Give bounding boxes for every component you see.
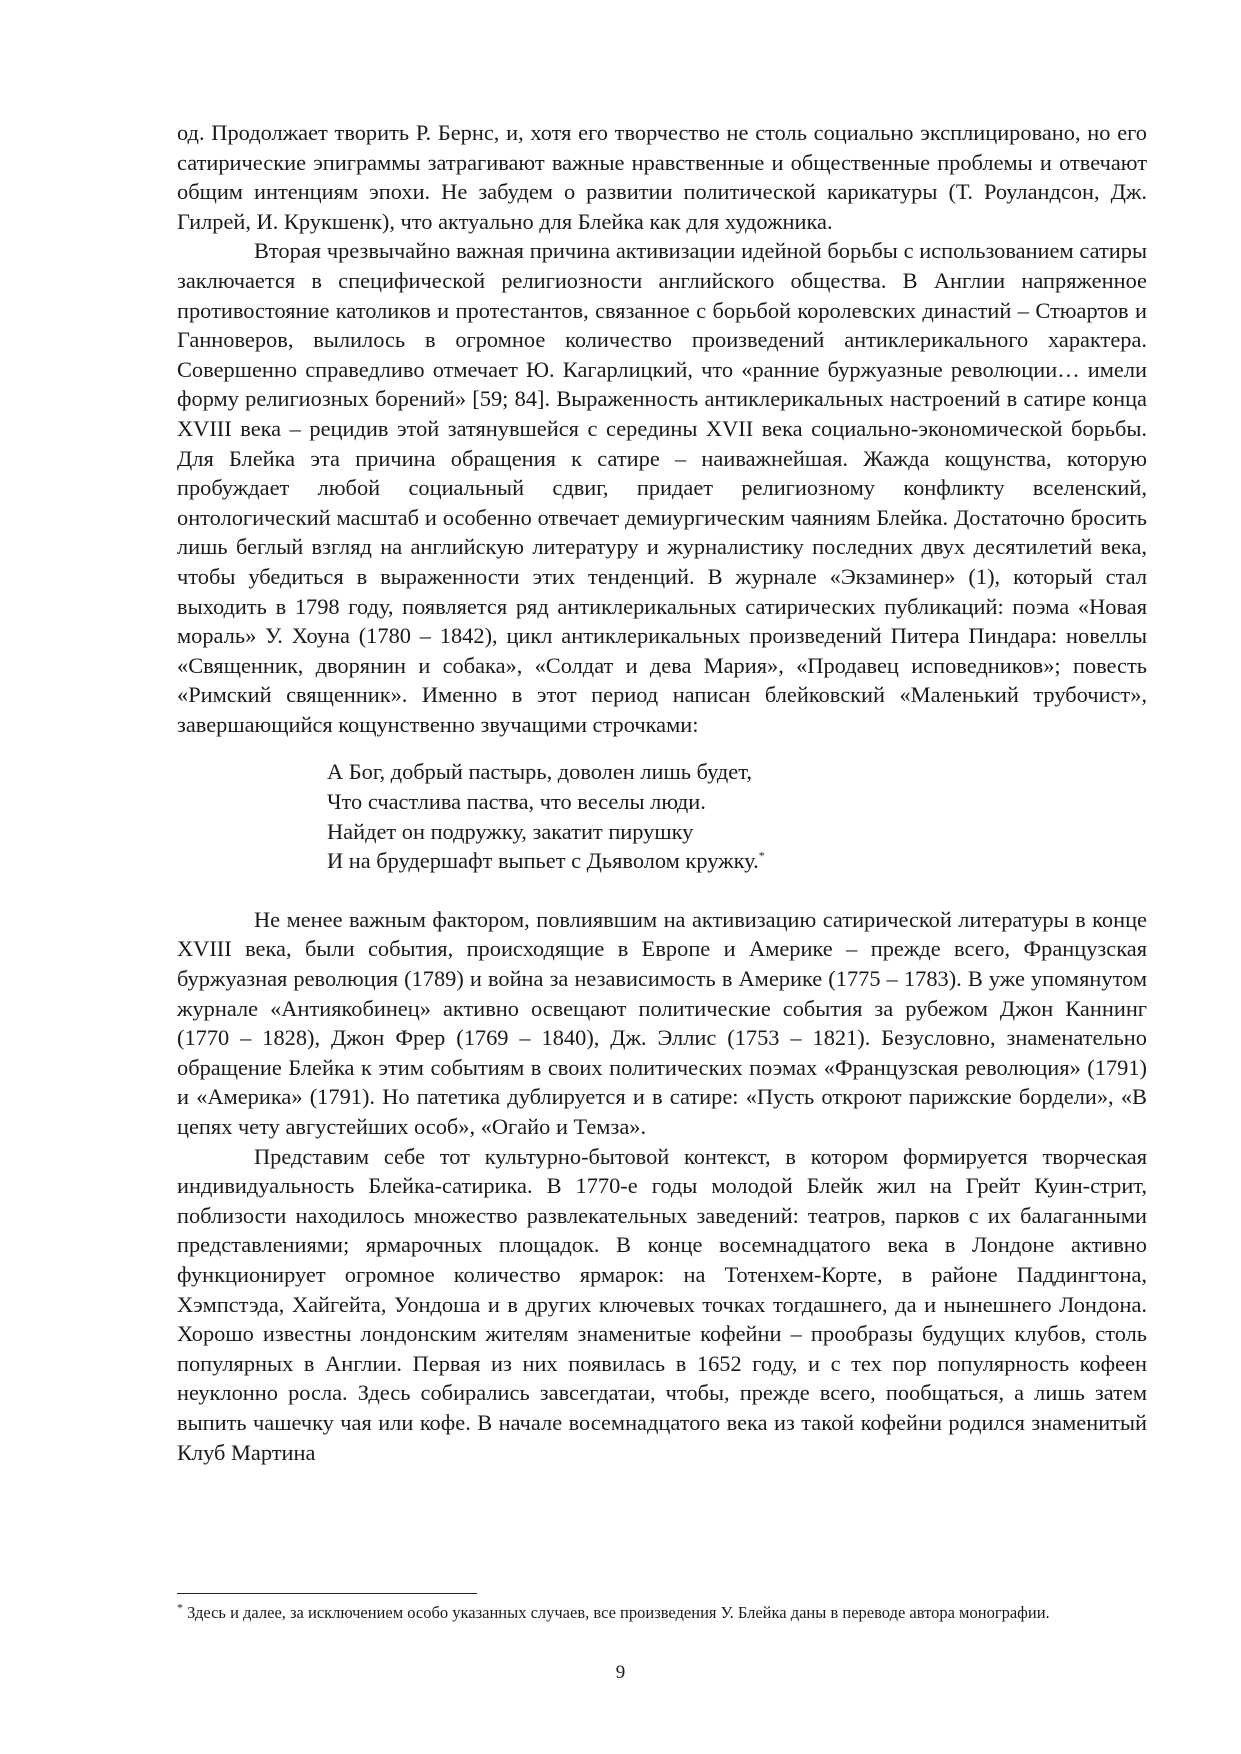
verse-line-2: Что счастлива паства, что веселы люди. (327, 789, 706, 815)
footnote-mark: * (177, 1600, 183, 1615)
verse-quote (327, 757, 1147, 875)
paragraph-3: Не менее важным фактором, повлиявшим на активизацию сатирической литературы в конце XVIII века, были события, происходящие в Европе и Америке – прежде всего, Французская буржуазная революция (1789) и война за независимость в Америке (1775 – 1783). В уже упомянутом журнале «Антиякобинец» активно освещают политические события за рубежом Джон Каннинг (1770 – 1828), Джон Фрер (1769 – 1840), Дж. Эллис (1753 – 1821). Безусловно, знаменательно обращение Блейка к этим событиям в своих политических поэмах «Французская революция» (1791) и «Америка» (1791). Но патетика дублируется и в сатире: «Пусть откроют парижские бордели», «В цепях чету августейших особ», «Огайо и Темза». (177, 906, 1147, 1139)
verse-line-4-text: И на брудершафт выпьет с Дьяволом кружку. (327, 848, 759, 874)
paragraph-4: Представим себе тот культурно-бытовой контекст, в котором формируется творческая индивидуальность Блейка-сатирика. В 1770-е годы молодой Блейк жил на Грейт Куин-стрит, поблизости находилось множество развлекательных заведений: театров, парков с их балаганными представлениями; ярмарочных площадок. В конце восемнадцатого века в Лондоне активно функционирует огромное количество ярмарок: на Тотенхем-Корте, в районе Паддингтона, Хэмпстэда, Хайгейта, Уондоша и в других ключевых точках тогдашнего, да и нынешнего Лондона. Хорошо известны лондонским жителям знаменитые кофейни – прообразы будущих клубов, столь популярных в Англии. Первая из них появилась в 1652 году, и с тех пор популярность кофеен неуклонно росла. Здесь собирались завсегдатаи, чтобы, прежде всего, пообщаться, а лишь затем выпить чашечку чая или кофе. В начале восемнадцатого века из такой кофейни родился знаменитый Клуб Мартина (177, 1143, 1147, 1465)
paragraph-1: од. Продолжает творить Р. Бернс, и, хотя его творчество не столь социально эксплицированo, но его сатирические эпиграммы затрагивают важные нравственные и общественные проблемы и отвечают общим интенциям эпохи. Не забудем о развитии политической карикатуры (Т. Роуландсон, Дж. Гилрей, И. Крукшенк), что актуально для Блейка как для художника. (177, 120, 1147, 234)
footnote-divider (177, 1593, 477, 1594)
verse-line-3: Найдет он подружку, закатит пирушку (327, 818, 694, 844)
footnote-reference-mark: * (758, 848, 765, 863)
footnote (177, 1602, 1147, 1624)
verse-line-1: А Бог, добрый пастырь, доволен лишь будет, (327, 759, 752, 785)
footnote-text: Здесь и далее, за исключением особо указанных случаев, все произведения У. Блейка даны в переводе автора монографии. (183, 1603, 1050, 1622)
verse-line-4 (327, 846, 1147, 876)
page-number: 9 (615, 1662, 626, 1683)
page-body (177, 118, 1147, 1467)
paragraph-2: Вторая чрезвычайно важная причина активизации идейной борьбы с использованием сатиры заключается в специфической религиозности английского общества. В Англии напряженное противостояние католиков и протестантов, связанное с борьбой королевских династий – Стюартов и Ганноверов, вылилось в огромное количество произведений антиклерикального характера. Совершенно справедливо отмечает Ю. Кагарлицкий, что «ранние буржуазные революции… имели форму религиозных борений» [59; 84]. Выраженность антиклерикальных настроений в сатире конца XVIII века – рецидив этой затянувшейся с середины XVII века социально-экономической борьбы. Для Блейка эта причина обращения к сатире – наиважнейшая. Жажда кощунства, которую пробуждает любой социальный сдвиг, придает религиозному конфликту вселенский, онтологический масштаб и особенно отвечает демиургическим чаяниям Блейка. Достаточно бросить лишь беглый взгляд на английскую литературу и журналистику последних двух десятилетий века, чтобы убедиться в выраженности этих тенденций. В журнале «Экзаминер» (1), который стал выходить в 1798 году, появляется ряд антиклерикальных сатирических публикаций: поэма «Новая мораль» У. Хоуна (1780 – 1842), цикл антиклерикальных произведений Питера Пиндара: новеллы «Священник, дворянин и собака», «Солдат и дева Мария», «Продавец исповедников»; повесть «Римский священник». Именно в этот период написан блейковский «Маленький трубочист», завершающийся кощунственно звучащими строчками: (177, 238, 1147, 737)
